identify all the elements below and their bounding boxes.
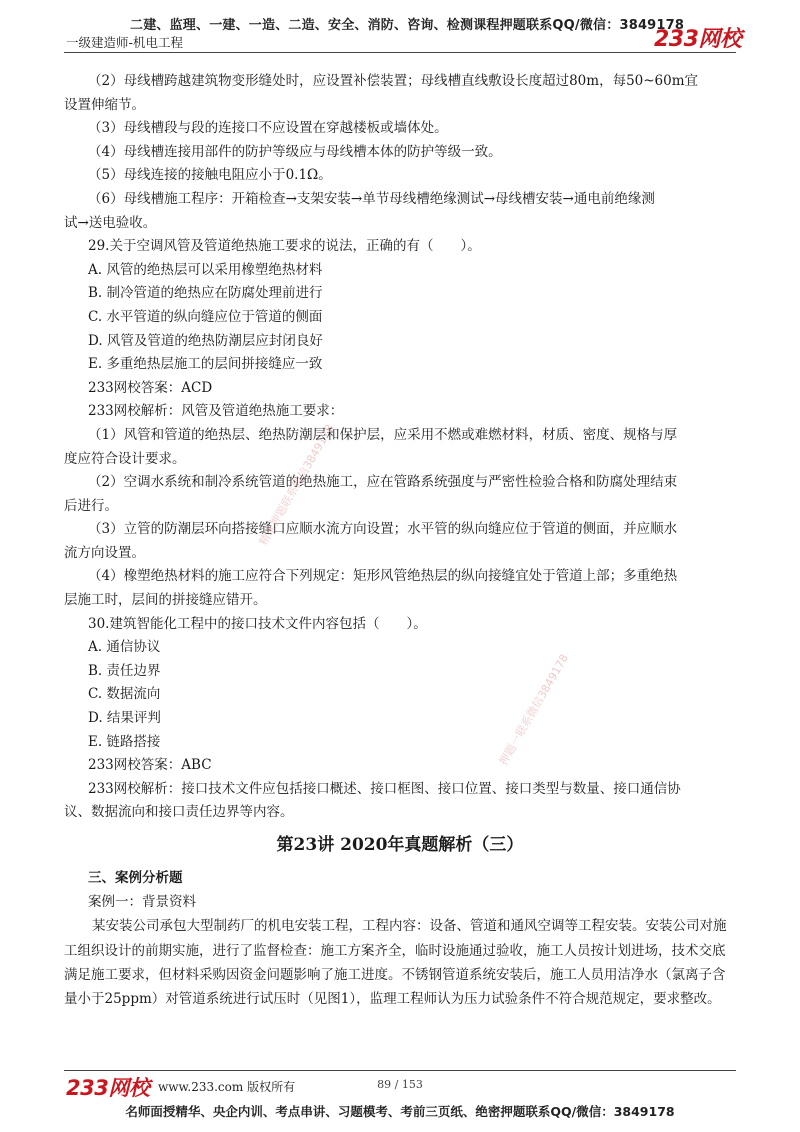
- case-label: 案例一：背景资料: [88, 894, 196, 911]
- header-divider: [64, 52, 736, 53]
- body-line: （6）母线槽施工程序：开箱检查→支架安装→单节母线槽绝缘测试→母线槽安装→通电前绝缘测: [88, 190, 655, 207]
- answer: 233网校答案：ABC: [88, 757, 212, 774]
- option-b: B. 制冷管道的绝热应在防腐处理前进行: [88, 285, 323, 302]
- option-e: E. 链路搭接: [88, 733, 161, 750]
- answer: 233网校答案：ACD: [88, 379, 213, 396]
- analysis: 233网校解析：接口技术文件应包括接口概述、接口框图、接口位置、接口类型与数量、接口通信协: [88, 780, 681, 797]
- header-logo: 233网校: [654, 27, 742, 52]
- header-promo-line: 二建、监理、一建、一造、二造、安全、消防、咨询、检测课程押题联系QQ/微信：3849178: [130, 18, 685, 33]
- body-line: （3）母线槽段与段的连接口不应设置在穿越楼板或墙体处。: [88, 120, 448, 137]
- option-c: C. 数据流向: [88, 686, 161, 703]
- header-subtitle: 一级建造师-机电工程: [66, 35, 184, 50]
- body-line: （2）空调水系统和制冷系统管道的绝热施工，应在管路系统强度与严密性检验合格和防腐处理结束: [88, 474, 678, 491]
- body-line: （4）母线槽连接用部件的防护等级应与母线槽本体的防护等级一致。: [88, 143, 502, 160]
- body-line: 度应符合设计要求。: [64, 450, 186, 467]
- body-line: 流方向设置。: [64, 544, 145, 561]
- page-number: 89 / 153: [377, 1078, 423, 1091]
- body-line: （1）风管和管道的绝热层、绝热防潮层和保护层，应采用不燃或难燃材料，材质、密度、规格与厚: [88, 426, 678, 443]
- question-30: 30.建筑智能化工程中的接口技术文件内容包括（ ）。: [88, 615, 427, 632]
- option-a: A. 风管的绝热层可以采用橡塑绝热材料: [88, 261, 323, 278]
- question-29: 29.关于空调风管及管道绝热施工要求的说法，正确的有（ ）。: [88, 238, 481, 255]
- option-d: D. 结果评判: [88, 710, 161, 727]
- document-body: [64, 70, 736, 825]
- analysis: 233网校解析：风管及管道绝热施工要求：: [88, 403, 344, 420]
- body-line: （4）橡塑绝热材料的施工应符合下列规定：矩形风管绝热层的纵向接缝宜处于管道上部；多重绝热: [88, 568, 678, 585]
- body-line: 后进行。: [64, 497, 118, 514]
- footer-site-link[interactable]: www.233.com 版权所有: [158, 1080, 296, 1094]
- section-title: 第23讲 2020年真题解析（三）: [276, 835, 524, 855]
- case-section: [64, 866, 736, 1011]
- option-a: A. 通信协议: [88, 639, 161, 656]
- footer-logo: 233网校: [66, 1076, 150, 1100]
- case-paragraph: 某安装公司承包大型制药厂的机电安装工程，工程内容：设备、管道和通风空调等工程安装。安装公司对施工组织设计的前期实施，进行了监督检查：施工方案齐全，临时设施通过验收，施工人员按计划进场，技术交底满足施工要求，但材料采购因资金问题影响了施工进度。不锈钢管道系统安装后，施工人员用洁净水（氯离子含量小于25ppm）对管道系统进行试压时（见图1），监理工程师认为压力试验条件不符合规范规定，要求整改。: [64, 918, 727, 1008]
- option-b: B. 责任边界: [88, 662, 161, 679]
- body-line: （2）母线槽跨越建筑物变形缝处时，应设置补偿装置；母线槽直线敷设长度超过80m，每50~60m宜: [88, 73, 699, 89]
- watermark-text: 押题一联系微信3849178: [496, 651, 571, 768]
- case-heading: 三、案例分析题: [88, 870, 183, 886]
- option-c: C. 水平管道的纵向缝应位于管道的侧面: [88, 308, 323, 325]
- body-line: 层施工时，层间的拼接缝应错开。: [64, 592, 267, 609]
- option-e: E. 多重绝热层施工的层间拼接缝应一致: [88, 356, 323, 373]
- option-d: D. 风管及管道的绝热防潮层应封闭良好: [88, 332, 323, 349]
- body-line: （3）立管的防潮层环向搭接缝口应顺水流方向设置；水平管的纵向缝应位于管道的侧面，并应顺水: [88, 521, 678, 538]
- body-line: 试→送电验收。: [64, 214, 157, 231]
- body-line: （5）母线连接的接触电阻应小于0.1Ω。: [88, 167, 332, 184]
- footer-divider: [64, 1070, 736, 1071]
- body-line: 议、数据流向和接口责任边界等内容。: [64, 804, 294, 821]
- footer-promo-line: 名师面授精华、央企内训、考点串讲、习题模考、考前三页纸、绝密押题联系QQ/微信：3849178: [125, 1104, 675, 1119]
- watermark-text: 精准押题联系微信3849178: [256, 422, 337, 548]
- body-line: 设置伸缩节。: [64, 96, 145, 113]
